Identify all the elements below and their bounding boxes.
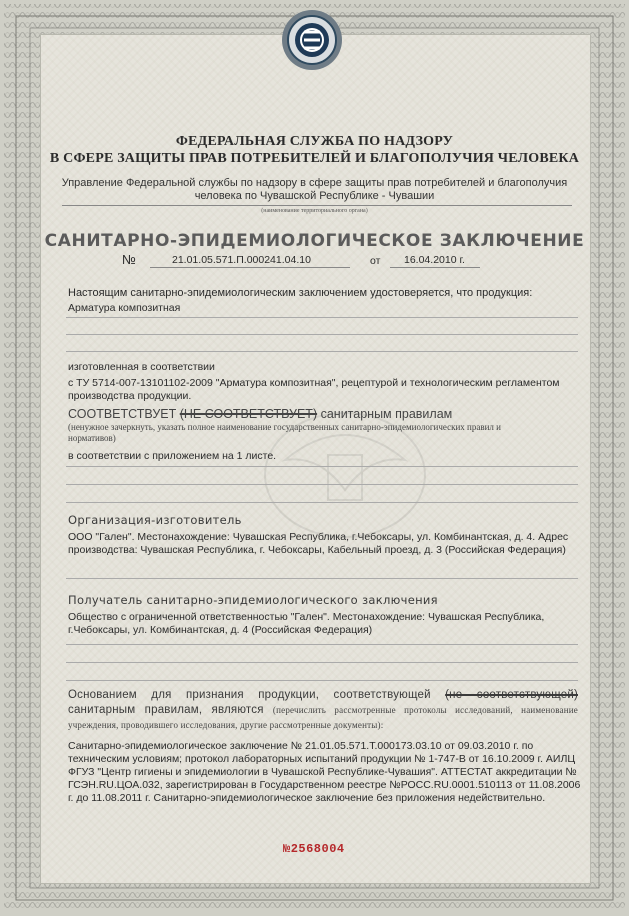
document-date: 16.04.2010 г. [404, 254, 465, 266]
basis-heading-part2: санитарным правилам, являются [68, 704, 264, 716]
manufacturer-heading: Организация-изготовитель [68, 513, 242, 527]
serial-number: №2568004 [283, 842, 345, 856]
office-name-line1: Управление Федеральной службы по надзору в сфере защиты прав потребителей и благополучия [61, 177, 568, 189]
number-label: № [122, 252, 136, 267]
made-according-text: с ТУ 5714-007-13101102-2009 "Арматура композитная", рецептурой и технологическим регламентом производства продукции. [68, 377, 560, 402]
office-caption: (наименование территориального органа) [261, 208, 368, 214]
made-according-label: изготовленная в соответствии [68, 361, 215, 373]
conformity-line [68, 407, 452, 421]
product-intro: Настоящим санитарно-эпидемиологическим заключением удостоверяется, что продукция: [68, 287, 533, 299]
conformity-note: (ненужное зачеркнуть, указать полное наименование государственных санитарно-эпидемиологических правил и нормативов) [68, 422, 501, 443]
basis-text: Санитарно-эпидемиологическое заключение № 21.01.05.571.Т.000173.03.10 от 09.03.2010 г. по техническим условиям; протокол лабораторных испытаний продукции № 1-747-В от 16.10.2009 г. АИЛЦ ФГУЗ "Центр гигиены и эпидемиологии в Чувашской Республике-Чувашия". АТТЕСТАТ аккредитации № ГСЭН.RU.ЦОА.032, зарегистрирован в Государственном реестре №РОСС.RU.0001.510113 от 11.08.2006 г. до 11.08.2011 г. Санитарно-эпидемиологическое заключение без приложения недействительно. [68, 740, 581, 804]
basis-heading-note: (перечислить рассмотренные протоколы исследований, наименование учреждения, проводившего исследования, другие рассмотренные документы): [68, 705, 578, 730]
date-label: от [370, 255, 381, 267]
product-name: Арматура композитная [68, 302, 181, 314]
basis-heading-strike: (не соответствующей) [445, 689, 578, 701]
agency-name-line1: ФЕДЕРАЛЬНАЯ СЛУЖБА ПО НАДЗОРУ [175, 134, 454, 149]
basis-heading-part1: Основанием для признания продукции, соответствующей [68, 689, 431, 701]
agency-seal-icon [280, 8, 344, 72]
conforms-text: СООТВЕТСТВУЕТ [68, 407, 177, 421]
document-title: САНИТАРНО-ЭПИДЕМИОЛОГИЧЕСКОЕ ЗАКЛЮЧЕНИЕ [44, 231, 585, 251]
office-name-line2: человека по Чувашской Республике - Чувашии [194, 190, 435, 202]
recipient-text: Общество с ограниченной ответственностью "Гален". Местонахождение: Чувашская Республика, г.Чебоксары, ул. Комбинантская, д. 4 (Российская Федерация) [68, 611, 545, 636]
conformity-value: в соответствии с приложением на 1 листе. [68, 450, 277, 462]
conformity-tail: санитарным правилам [320, 407, 453, 421]
not-conforms-text: (НЕ СООТВЕТСТВУЕТ) [179, 407, 318, 421]
basis-heading [68, 688, 578, 733]
document-number: 21.01.05.571.П.000241.04.10 [172, 254, 311, 266]
manufacturer-text: ООО "Гален". Местонахождение: Чувашская Республика, г.Чебоксары, ул. Комбинантская, д. 4. Адрес производства: Чувашская Республика, г. Чебоксары, Кабельный проезд, д. 3 (Российская Федерация) [68, 531, 569, 556]
agency-name-line2: В СФЕРЕ ЗАЩИТЫ ПРАВ ПОТРЕБИТЕЛЕЙ И БЛАГОПОЛУЧИЯ ЧЕЛОВЕКА [49, 151, 580, 166]
recipient-heading: Получатель санитарно-эпидемиологического заключения [68, 593, 438, 607]
